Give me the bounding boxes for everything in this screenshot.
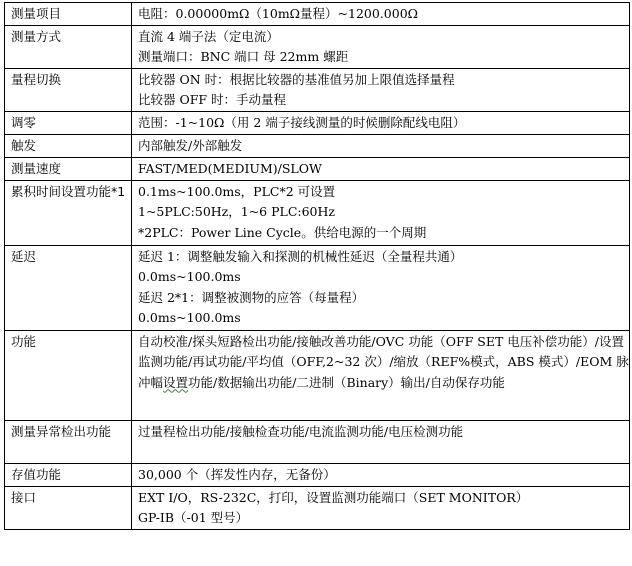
table-row [5, 69, 630, 112]
value-line: 比较器 OFF 时：手动量程 [138, 92, 287, 108]
value-line: 延迟 2*1：调整被测物的应答（每量程） [138, 289, 365, 305]
row-label-interface: 接口 [5, 487, 132, 530]
value-line: 过量程检出功能/接触检查功能/电流监测功能/电压检测功能 [138, 424, 464, 439]
table-row [5, 135, 630, 158]
table-row [5, 181, 630, 246]
row-value-memory [132, 464, 630, 487]
row-value-error-detection [132, 421, 630, 464]
value-line: 0.0ms~100.0ms [138, 309, 241, 325]
table-row [5, 246, 630, 331]
row-label-range-switch: 量程切换 [5, 69, 132, 112]
row-label-functions: 功能 [5, 331, 132, 421]
row-label-measure-speed: 测量速度 [5, 158, 132, 181]
row-value-range-switch [132, 69, 630, 112]
functions-text-marked: 设置 [163, 374, 189, 390]
row-value-measure-item [132, 3, 630, 26]
value-line: 测量端口：BNC 端口 母 22mm 螺距 [138, 49, 349, 65]
table-row [5, 3, 630, 26]
value-line: 0.0ms~100.0ms [138, 269, 241, 285]
table-row [5, 487, 630, 530]
row-label-error-detection: 测量异常检出功能 [5, 421, 132, 464]
row-label-delay: 延迟 [5, 246, 132, 331]
row-label-measure-item: 测量项目 [5, 3, 132, 26]
functions-paragraph [138, 332, 629, 393]
row-label-integration-time: 累积时间设置功能*1 [5, 181, 132, 246]
value-line: 范围：-1~10Ω（用 2 端子接线测量的时候删除配线电阻） [138, 115, 466, 130]
table-row [5, 158, 630, 181]
functions-text-a: 自动校准/探头短路检出功能/接触改善功能/OVC 功能（OFF SET 电压补偿功能）/设置监测功能/再试功能/平均值（OFF,2~32 次）/缩放（REF%模式，ABS 模式）/EOM 脉冲幅 [138, 334, 629, 390]
value-line: 1~5PLC:50Hz，1~6 PLC:60Hz [138, 204, 335, 220]
value-line: 直流 4 端子法（定电流） [138, 29, 279, 44]
row-label-memory: 存值功能 [5, 464, 132, 487]
table-row [5, 331, 630, 421]
value-line: 比较器 ON 时：根据比较器的基准值另加上限值选择量程 [138, 72, 455, 87]
row-value-zero-adjust [132, 112, 630, 135]
functions-text-c: 功能/数据输出功能/二进制（Binary）输出/自动保存功能 [188, 374, 505, 390]
table-row [5, 112, 630, 135]
value-line: 电阻：0.00000mΩ（10mΩ量程）~1200.000Ω [138, 6, 419, 21]
row-label-zero-adjust: 调零 [5, 112, 132, 135]
value-line: *2PLC：Power Line Cycle。供给电源的一个周期 [138, 224, 427, 240]
row-value-functions [132, 331, 630, 421]
row-value-measure-speed [132, 158, 630, 181]
row-label-measure-method: 测量方式 [5, 26, 132, 69]
table-row [5, 26, 630, 69]
row-value-interface [132, 487, 630, 530]
row-value-measure-method [132, 26, 630, 69]
table-row [5, 421, 630, 464]
value-line: GP-IB（-01 型号） [138, 510, 249, 526]
row-label-trigger: 触发 [5, 135, 132, 158]
row-value-delay [132, 246, 630, 331]
value-line: 延迟 1：调整触发输入和探测的机械性延迟（全量程共通） [138, 249, 463, 264]
spec-table [4, 2, 630, 530]
value-line: EXT I/O，RS-232C，打印，设置监测功能端口（SET MONITOR） [138, 490, 529, 505]
value-line: 0.1ms~100.0ms，PLC*2 可设置 [138, 184, 336, 199]
value-line: 内部触发/外部触发 [138, 138, 243, 153]
value-line: 30,000 个（挥发性内存，无备份） [138, 467, 336, 482]
row-value-trigger [132, 135, 630, 158]
value-line: FAST/MED(MEDIUM)/SLOW [138, 161, 322, 176]
row-value-integration-time [132, 181, 630, 246]
table-row [5, 464, 630, 487]
